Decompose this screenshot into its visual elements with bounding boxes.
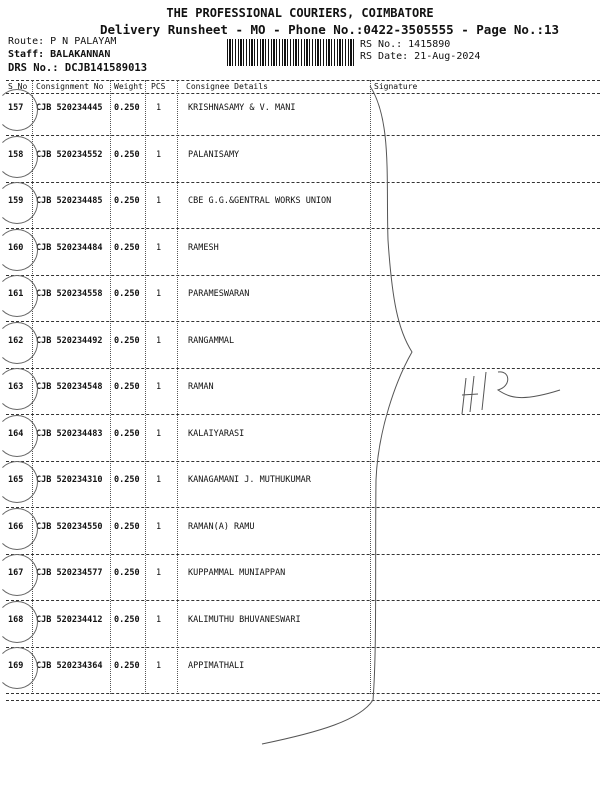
row-pcs: 1: [156, 289, 162, 299]
row-weight: 0.250: [114, 150, 140, 160]
row-pcs: 1: [156, 475, 162, 485]
column-divider: [370, 80, 371, 694]
row-weight: 0.250: [114, 429, 140, 439]
row-consignee: KALAIYARASI: [188, 429, 245, 439]
row-consignment-no: CJB 520234483: [36, 429, 103, 439]
row-consignee: KUPPAMMAL MUNIAPPAN: [188, 568, 286, 578]
row-sno: 167: [8, 568, 24, 578]
header-divider: [6, 93, 600, 94]
row-sno: 163: [8, 382, 24, 392]
row-consignee: CBE G.G.&GENTRAL WORKS UNION: [188, 196, 332, 206]
column-divider: [177, 80, 178, 694]
row-pcs: 1: [156, 429, 162, 439]
row-sno: 159: [8, 196, 24, 206]
barcode: [227, 39, 355, 66]
row-consignment-no: CJB 520234558: [36, 289, 103, 299]
row-sno: 164: [8, 429, 24, 439]
row-consignee: KALIMUTHU BHUVANESWARI: [188, 615, 301, 625]
row-consignment-no: CJB 520234445: [36, 103, 103, 113]
row-divider: [6, 647, 600, 648]
table-bottom-border: [6, 700, 600, 701]
row-pcs: 1: [156, 615, 162, 625]
staff-label: Staff: BALAKANNAN: [8, 49, 111, 60]
row-divider: [6, 507, 600, 508]
row-consignment-no: CJB 520234364: [36, 661, 103, 671]
row-weight: 0.250: [114, 289, 140, 299]
row-sno: 157: [8, 103, 24, 113]
row-consignment-no: CJB 520234310: [36, 475, 103, 485]
column-divider: [110, 80, 111, 694]
row-consignment-no: CJB 520234548: [36, 382, 103, 392]
row-consignee: PARAMESWARAN: [188, 289, 250, 299]
header-col-signature: Signature: [374, 82, 418, 91]
row-sno: 160: [8, 243, 24, 253]
header-col-weight: Weight: [114, 82, 143, 91]
drs-number: DRS No.: DCJB141589013: [8, 62, 148, 74]
rs-date: RS Date: 21-Aug-2024: [360, 51, 481, 62]
row-consignee: RANGAMMAL: [188, 336, 235, 346]
row-pcs: 1: [156, 243, 162, 253]
header-col-sno: S No: [8, 82, 28, 91]
row-pcs: 1: [156, 336, 162, 346]
row-sno: 162: [8, 336, 24, 346]
row-consignment-no: CJB 520234492: [36, 336, 103, 346]
row-weight: 0.250: [114, 196, 140, 206]
row-divider: [6, 461, 600, 462]
row-consignee: RAMAN: [188, 382, 214, 392]
header-col-pcs: PCS: [151, 82, 166, 91]
row-divider: [6, 414, 600, 415]
row-consignee: KRISHNASAMY & V. MANI: [188, 103, 296, 113]
row-divider: [6, 554, 600, 555]
company-title: THE PROFESSIONAL COURIERS, COIMBATORE: [166, 6, 434, 20]
row-consignment-no: CJB 520234485: [36, 196, 103, 206]
row-weight: 0.250: [114, 243, 140, 253]
row-consignment-no: CJB 520234550: [36, 522, 103, 532]
row-weight: 0.250: [114, 475, 140, 485]
row-consignment-no: CJB 520234577: [36, 568, 103, 578]
route-label: Route: P N PALAYAM: [8, 36, 117, 47]
row-divider: [6, 275, 600, 276]
row-consignee: RAMAN(A) RAMU: [188, 522, 255, 532]
row-divider: [6, 182, 600, 183]
row-sno: 165: [8, 475, 24, 485]
row-sno: 168: [8, 615, 24, 625]
row-weight: 0.250: [114, 522, 140, 532]
row-consignee: APPIMATHALI: [188, 661, 245, 671]
row-weight: 0.250: [114, 661, 140, 671]
row-consignment-no: CJB 520234484: [36, 243, 103, 253]
row-sno: 161: [8, 289, 24, 299]
table-top-border: [6, 80, 600, 81]
row-sno: 158: [8, 150, 24, 160]
row-consignee: PALANISAMY: [188, 150, 240, 160]
row-divider: [6, 228, 600, 229]
row-pcs: 1: [156, 196, 162, 206]
row-weight: 0.250: [114, 568, 140, 578]
row-pcs: 1: [156, 150, 162, 160]
header-col-consignment: Consignment No: [36, 82, 104, 91]
row-divider: [6, 321, 600, 322]
row-sno: 169: [8, 661, 24, 671]
row-divider: [6, 368, 600, 369]
row-pcs: 1: [156, 661, 162, 671]
row-divider: [6, 135, 600, 136]
row-consignee: KANAGAMANI J. MUTHUKUMAR: [188, 475, 311, 485]
header-col-consignee: Consignee Details: [186, 82, 268, 91]
row-pcs: 1: [156, 568, 162, 578]
row-sno: 166: [8, 522, 24, 532]
row-weight: 0.250: [114, 382, 140, 392]
row-weight: 0.250: [114, 103, 140, 113]
row-pcs: 1: [156, 103, 162, 113]
runsheet-subtitle: Delivery Runsheet - MO - Phone No.:0422-3505555 - Page No.:13: [100, 22, 560, 37]
row-pcs: 1: [156, 382, 162, 392]
row-consignee: RAMESH: [188, 243, 219, 253]
rs-number: RS No.: 1415890: [360, 39, 451, 50]
row-weight: 0.250: [114, 336, 140, 346]
column-divider: [145, 80, 146, 694]
row-consignment-no: CJB 520234552: [36, 150, 103, 160]
row-divider: [6, 600, 600, 601]
row-pcs: 1: [156, 522, 162, 532]
row-weight: 0.250: [114, 615, 140, 625]
row-consignment-no: CJB 520234412: [36, 615, 103, 625]
row-divider: [6, 693, 600, 694]
